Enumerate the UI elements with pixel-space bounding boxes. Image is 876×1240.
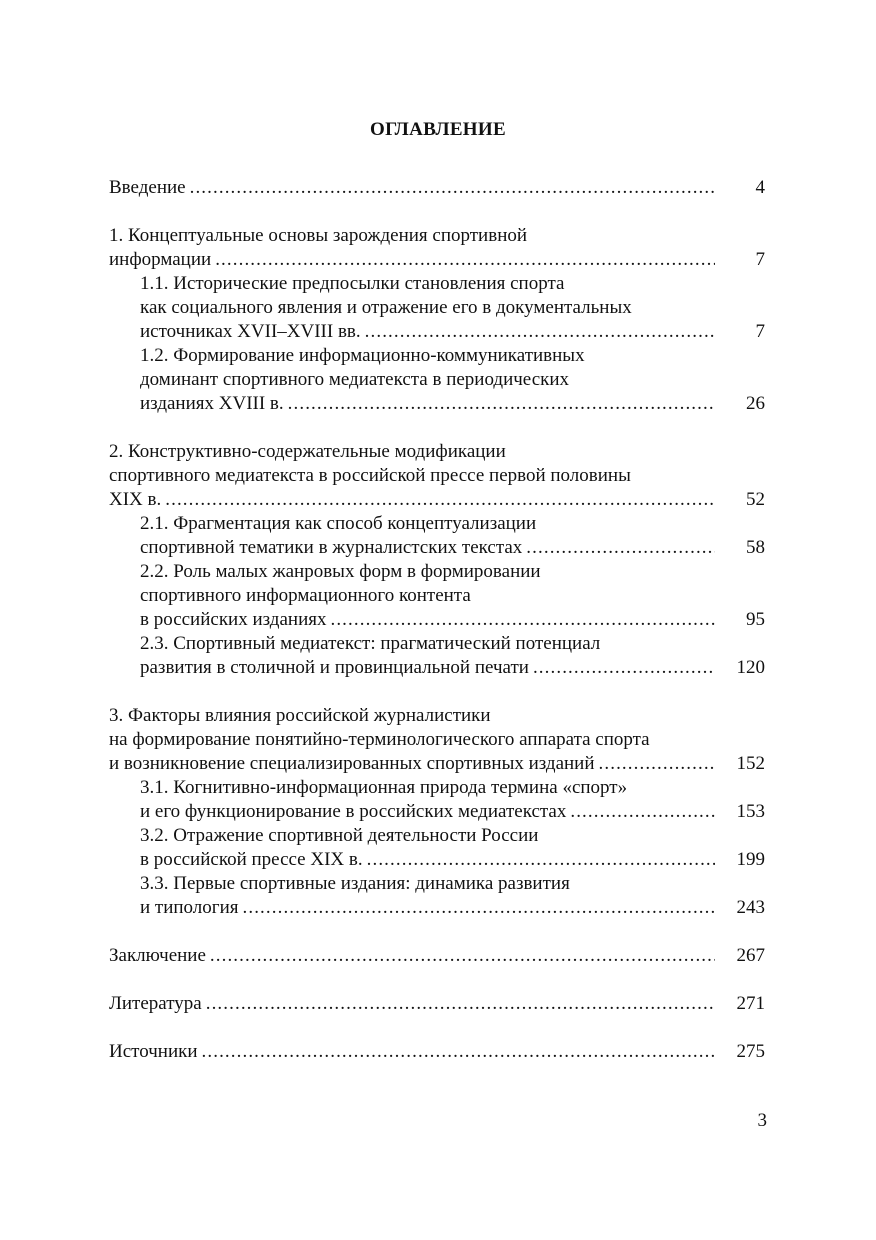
toc-entry-leader-row <box>140 656 765 680</box>
toc-entry-line: 2.1. Фрагментация как способ концептуализации <box>140 513 537 534</box>
dot-leader <box>202 1040 715 1064</box>
toc-subsection <box>109 632 765 680</box>
toc-entry-leader-row <box>109 944 765 968</box>
page-number: 3 <box>757 1110 767 1131</box>
toc-entry-line: спортивного медиатекста в российской прессе первой половины <box>109 465 631 486</box>
toc-page-number: 52 <box>746 489 765 510</box>
toc-entry-leader-row <box>109 752 765 776</box>
toc-subsection <box>109 272 765 344</box>
dot-leader <box>533 656 715 680</box>
page-title: ОГЛАВЛЕНИЕ <box>370 119 506 140</box>
toc-subsection <box>109 512 765 560</box>
toc-page-number: 58 <box>746 537 765 558</box>
toc-entry-line: источниках XVII–XVIII вв. <box>140 321 361 342</box>
toc-page-number: 153 <box>736 801 765 822</box>
toc-page-number: 7 <box>755 321 765 342</box>
toc-entry-line: в российских изданиях <box>140 609 327 630</box>
toc-entry-line: Источники <box>109 1041 198 1062</box>
toc-entry-leader-row <box>109 1040 765 1064</box>
toc-entry-leader-row <box>140 320 765 344</box>
dot-leader <box>243 896 716 920</box>
toc-page-number: 7 <box>755 249 765 270</box>
toc-entry-line: и возникновение специализированных спортивных изданий <box>109 753 595 774</box>
toc-entry-line: Литература <box>109 993 202 1014</box>
toc-entry-line: на формирование понятийно-терминологического аппарата спорта <box>109 729 650 750</box>
toc-subsection <box>109 344 765 416</box>
toc-subsection <box>109 872 765 920</box>
toc-entry-line: 3. Факторы влияния российской журналистики <box>109 705 491 726</box>
toc-section <box>109 704 765 776</box>
toc-entry-line: доминант спортивного медиатекста в периодических <box>140 369 570 390</box>
toc-entry-line: информации <box>109 249 212 270</box>
toc-page-number: 95 <box>746 609 765 630</box>
dot-leader <box>215 248 715 272</box>
toc-entry-line: как социального явления и отражение его в документальных <box>140 297 632 318</box>
toc-entry-line: 3.3. Первые спортивные издания: динамика развития <box>140 873 570 894</box>
dot-leader <box>599 752 715 776</box>
dot-leader <box>210 944 715 968</box>
toc-entry-line: 3.1. Когнитивно-информационная природа термина «спорт» <box>140 777 628 798</box>
toc-page-number: 4 <box>755 177 765 198</box>
toc-entry-line: 2. Конструктивно-содержательные модификации <box>109 441 506 462</box>
toc-section <box>109 176 765 200</box>
toc-section <box>109 440 765 512</box>
toc-entry-line: 3.2. Отражение спортивной деятельности России <box>140 825 539 846</box>
dot-leader <box>365 320 715 344</box>
toc-page-number: 271 <box>736 993 765 1014</box>
toc-section <box>109 992 765 1016</box>
toc-entry-leader-row <box>140 536 765 560</box>
toc-entry-leader-row <box>109 992 765 1016</box>
toc-entry-line: 2.2. Роль малых жанровых форм в формировании <box>140 561 541 582</box>
toc-page-number: 120 <box>736 657 765 678</box>
toc-page-number: 152 <box>736 753 765 774</box>
dot-leader <box>330 608 715 632</box>
dot-leader <box>367 848 715 872</box>
dot-leader <box>206 992 715 1016</box>
toc-entry-line: спортивного информационного контента <box>140 585 471 606</box>
dot-leader <box>526 536 715 560</box>
toc-entry-line: в российской прессе XIX в. <box>140 849 363 870</box>
toc-entry-leader-row <box>109 176 765 200</box>
dot-leader <box>165 488 715 512</box>
toc-entry-line: и типология <box>140 897 239 918</box>
toc-page-number: 243 <box>736 897 765 918</box>
toc-entry-line: 1. Концептуальные основы зарождения спортивной <box>109 225 528 246</box>
toc-entry-leader-row <box>140 392 765 416</box>
table-of-contents <box>109 176 765 1064</box>
dot-leader <box>190 176 715 200</box>
toc-entry-leader-row <box>109 248 765 272</box>
toc-page-number: 275 <box>736 1041 765 1062</box>
toc-entry-leader-row <box>109 488 765 512</box>
toc-subsection <box>109 560 765 632</box>
toc-entry-line: Введение <box>109 177 186 198</box>
toc-subsection <box>109 776 765 824</box>
toc-entry-line: Заключение <box>109 945 206 966</box>
toc-page-number: 26 <box>746 393 765 414</box>
toc-entry-leader-row <box>140 800 765 824</box>
toc-entry-leader-row <box>140 608 765 632</box>
toc-entry-leader-row <box>140 848 765 872</box>
toc-entry-leader-row <box>140 896 765 920</box>
toc-page-number: 267 <box>736 945 765 966</box>
toc-section <box>109 944 765 968</box>
toc-entry-line: 2.3. Спортивный медиатекст: прагматический потенциал <box>140 633 601 654</box>
toc-entry-line: 1.1. Исторические предпосылки становления спорта <box>140 273 565 294</box>
toc-page-number: 199 <box>736 849 765 870</box>
toc-section <box>109 1040 765 1064</box>
toc-entry-line: и его функционирование в российских медиатекстах <box>140 801 567 822</box>
toc-entry-line: 1.2. Формирование информационно-коммуникативных <box>140 345 585 366</box>
toc-section <box>109 224 765 272</box>
dot-leader <box>570 800 715 824</box>
toc-subsection <box>109 824 765 872</box>
toc-entry-line: изданиях XVIII в. <box>140 393 284 414</box>
dot-leader <box>288 392 715 416</box>
toc-entry-line: развития в столичной и провинциальной печати <box>140 657 529 678</box>
toc-entry-line: спортивной тематики в журналистских текстах <box>140 537 523 558</box>
toc-entry-line: XIX в. <box>109 489 162 510</box>
